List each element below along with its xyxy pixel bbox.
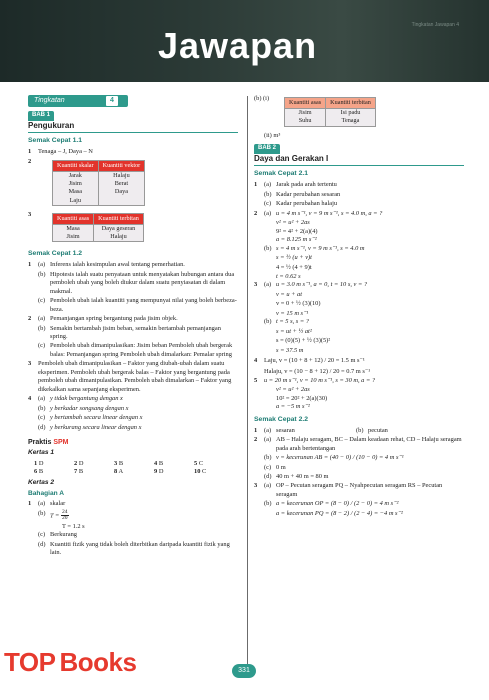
answer-3-text: 3 Pemboleh ubah dimanipulasikan – Faktor yang diubah-ubah dalam suatu eksperimen. Pemboleh ubah bergerak balas – Faktor yang bergantung pada pemboleh ubah dimanipulasikan. Pemboleh ubah dimalarkan – Faktor yang dikekalkan sama sepanjang eksperimen. (28, 360, 232, 393)
topbooks-logo: TOP Books (4, 647, 137, 677)
semak-cepat-1-1: Semak Cepat 1.1 (28, 137, 83, 145)
bagA-1d: (d) Kuantiti fizik yang tidak boleh diterbitkan daripada kuantiti fizik yang lain. (38, 540, 230, 557)
bab-2-title: Daya dan Gerakan I (254, 154, 464, 167)
bagA-1a: 1 (a) skalar (28, 500, 66, 508)
answer-4d: (d) y berkurang secara linear dengan x (38, 423, 142, 431)
bagA-1b: (b) T = $\frac{24}{20}$ (38, 508, 68, 522)
mcq-10: 10 C (194, 468, 207, 476)
s-2a: 2 (a) AB – Halaju seragam, BC – Dalam keadaan rehat, CD – Halaju seragam pada arah bertentangan (254, 436, 462, 452)
r-3a: 3 (a) u = 3.0 m s⁻¹, a = 0, t = 10 s, v = ? (254, 281, 368, 289)
kertas-2-heading: Kertas 2 (28, 478, 55, 486)
r-2a-4: a = 8.125 m s⁻² (276, 236, 317, 244)
answer-2b: (b) Semakin bertambah jisim beban, semakin bertambah pemanjangan spring. (38, 324, 221, 340)
bagA-1b-result: T = 1.2 s (62, 522, 85, 530)
r-5-2: v² = u² + 2as (276, 386, 310, 394)
mcq-4: 4 B (154, 459, 164, 467)
answer-b-i: (b) (i) Kuantiti asas Kuantiti terbitan Jisim Isi padu Suhu Tenaga (254, 95, 464, 131)
r-2a-3: 9² = 4² + 2(a)(4) (276, 227, 318, 235)
r-3b: (b) t = 5 s, s = ? (264, 318, 309, 326)
mcq-2: 2 D (74, 459, 84, 467)
column-divider (247, 96, 248, 666)
r-1c: (c) Kadar perubahan halaju (264, 200, 338, 208)
bagA-1c: (c) Berkurang (38, 531, 77, 539)
table-scalar-vector: Kuantiti skalar Kuantiti vektor Jarak Halaju Jisim Berat Masa Daya Laju (52, 160, 145, 206)
r-3a-4: v = 15 m s⁻¹ (276, 309, 309, 317)
r-2b: (b) s = 4 m s⁻¹, v = 9 m s⁻¹, s = 4.0 m (264, 244, 365, 252)
r-4b: Halaju, v = (10 − 8 + 12) / 20 = 0.7 m s⁻¹ (264, 367, 371, 375)
s-3b: (b) a = kecerunan OP = (8 − 0) / (2 − 0) = 4 m s⁻² (264, 500, 399, 508)
r-2b-2: s = ½ (u + v)t (276, 254, 312, 262)
answer-2a: 2 (a) Pemanjangan spring bergantung pada jisim objek. (28, 315, 178, 323)
left-column (28, 95, 238, 559)
r-5-4: a = −5 m s⁻² (276, 403, 310, 411)
mcq-6: 6 B (34, 468, 44, 476)
page-number: 331 (232, 664, 256, 678)
r-5-3: 10² = 20² + 2(a)(30) (276, 394, 328, 402)
table-base-derived-2: Kuantiti asas Kuantiti terbitan Jisim Isi padu Suhu Tenaga (284, 97, 376, 127)
tingkatan-banner (28, 95, 128, 107)
answer-4b: (b) y berkadar songsang dengan x (38, 404, 129, 412)
praktis-spm-heading: Praktis SPM (28, 438, 69, 446)
r-5: 5 u = 20 m s⁻¹, v = 10 m s⁻¹, s = 30 m, a = ? (254, 376, 376, 384)
answer-2: 2 Kuantiti skalar Kuantiti vektor Jarak Halaju Jisim Berat Masa Daya Laju (28, 158, 238, 210)
answer-b-ii: (ii) m³ (264, 131, 281, 139)
answer-4a: 4 (a) y tidak bergantung dengan x (28, 395, 123, 403)
s-1: 1 (a) sesaran (b) pecutan (254, 426, 388, 434)
mcq-7: 7 B (74, 468, 84, 476)
r-2a: 2 (a) u = 4 m s⁻¹, v = 9 m s⁻¹, s = 4.0 m, a = ? (254, 209, 383, 217)
bab-2-tag: BAB 2 (254, 144, 280, 154)
bahagian-a-heading: Bahagian A (28, 489, 65, 497)
answer-1: 1 Tenaga – J, Daya – N (28, 148, 93, 156)
answer-2c: (c) Pemboleh ubah dimanipulasikan: Jisim beban Pemboleh ubah bergerak balas: Pemanjangan spring Pemboleh ubah dimalarkan: Pemalar spring (38, 342, 233, 358)
r-4a: 4 Laju, v = (10 + 8 + 12) / 20 = 1.5 m s⁻¹ (254, 357, 365, 365)
s-3a: 3 (a) OP – Pecutan seragam PQ – Nyahpecutan seragam RS – Pecutan seragam (254, 482, 443, 498)
tingkatan-label: Tingkatan (34, 97, 65, 105)
s-2b: (b) v = kecerunan AB = (40 − 0) / (10 − 0) = 4 m s⁻¹ (264, 454, 404, 462)
r-3a-2: v = u + at (276, 290, 303, 298)
mcq-3: 3 B (114, 459, 124, 467)
kertas-1-answers (28, 460, 238, 477)
mcq-1: 1 D (34, 459, 44, 467)
s-2d: (d) 40 m + 40 m = 80 m (264, 473, 329, 480)
page-header (0, 0, 489, 82)
mcq-8: 8 A (114, 468, 124, 476)
bab-1-tag: BAB 1 (28, 111, 54, 121)
semak-cepat-2-2: Semak Cepat 2.2 (254, 415, 309, 423)
answer-4c: (c) y bertambah secara linear dengan x (38, 414, 143, 422)
semak-cepat-1-2: Semak Cepat 1.2 (28, 250, 83, 258)
r-3b-2: s = ut + ½ at² (276, 327, 312, 335)
s-3c: a = kecerunan PQ = (8 − 2) / (2 − 4) = −4 m s⁻² (276, 509, 403, 517)
answer-3: 3 Kuantiti asas Kuantiti terbitan Masa Daya geseran Jisim Halaju (28, 211, 238, 247)
tingkatan-number: 4 (106, 96, 118, 105)
r-3b-4: s = 37.5 m (276, 346, 304, 354)
r-1b: (b) Kadar perubahan sesaran (264, 190, 341, 198)
mcq-9: 9 D (154, 468, 164, 476)
s-2c: (c) 0 m (264, 463, 286, 471)
kertas-1-heading: Kertas 1 (28, 449, 55, 457)
r-3b-3: s = (0)(5) + ½ (3)(5)² (276, 337, 331, 345)
r-2b-3: 4 = ½ (4 + 9)t (276, 263, 312, 271)
r-1a: 1 (a) Jarak pada arah tertentu (254, 181, 337, 189)
answer-1a: 1 (a) Inferens ialah kesimpulan awal tentang pemerhatian. (28, 261, 185, 269)
table-base-derived: Kuantiti asas Kuantiti terbitan Masa Daya geseran Jisim Halaju (52, 213, 144, 243)
answer-1b: (b) Hipotesis ialah suatu penyataan untuk menyatakan hubungan antara dua pemboleh ubah yang boleh diukur dalam suatu penyiasatan di dalam makmal. (38, 270, 235, 295)
right-column (254, 95, 464, 518)
page-title: Jawapan (158, 25, 318, 66)
r-2b-4: t = 0.62 s (276, 272, 301, 280)
answer-1c: (c) Pemboleh ubah ialah kuantiti yang mempunyai nilai yang boleh berbeza-beza. (38, 297, 237, 313)
bab-1-title: Pengukuran (28, 121, 238, 134)
mcq-5: 5 C (194, 459, 204, 467)
header-faint-text: Tingkatan Jawapan 4 (411, 22, 459, 28)
semak-cepat-2-1: Semak Cepat 2.1 (254, 170, 309, 178)
r-2a-2: v² = u² + 2as (276, 219, 310, 227)
r-3a-3: v = 0 + ½ (3)(10) (276, 300, 321, 308)
